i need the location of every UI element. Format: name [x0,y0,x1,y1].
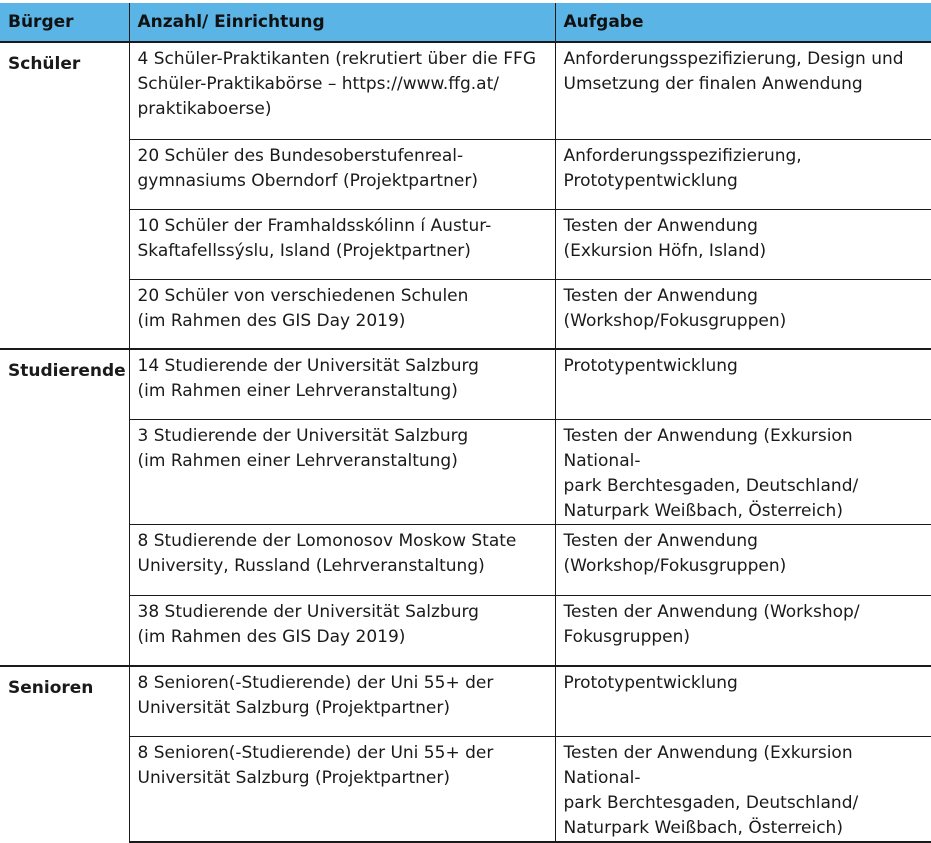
aufgabe-cell: Testen der Anwendung (Exkursion National- park Berchtesgaden, Deutschland/ Naturpark Weißbach, Österreich) [555,736,931,842]
aufgabe-cell: Testen der Anwendung (Exkursion National- park Berchtesgaden, Deutschland/ Naturpark Weißbach, Österreich) [555,419,931,524]
header-aufgabe: Aufgabe [555,3,931,42]
group-label-senioren: Senioren [0,666,129,842]
einrichtung-cell: 14 Studierende der Universität Salzburg (im Rahmen einer Lehrveranstaltung) [129,349,555,419]
einrichtung-cell: 10 Schüler der Framhaldsskólinn í Austur- Skaftafellssýslu, Island (Projektpartner) [129,209,555,279]
table-row [0,666,931,736]
aufgabe-cell: Anforderungsspezifizierung, Prototypentwicklung [555,139,931,209]
table-row [0,349,931,419]
table-row [0,419,931,524]
header-anzahl-einrichtung: Anzahl/ Einrichtung [129,3,555,42]
einrichtung-cell: 8 Senioren(-Studierende) der Uni 55+ der Universität Salzburg (Projektpartner) [129,666,555,736]
table-row [0,524,931,595]
table-body [0,42,931,842]
header-buerger: Bürger [0,3,129,42]
participants-table [0,3,931,843]
table-row [0,736,931,842]
einrichtung-cell: 3 Studierende der Universität Salzburg (im Rahmen einer Lehrveranstaltung) [129,419,555,524]
table-row [0,139,931,209]
table-row [0,42,931,139]
table-header-row [0,3,931,42]
aufgabe-cell: Prototypentwicklung [555,349,931,419]
einrichtung-cell: 8 Senioren(-Studierende) der Uni 55+ der Universität Salzburg (Projektpartner) [129,736,555,842]
table-row [0,279,931,349]
aufgabe-cell: Testen der Anwendung (Workshop/Fokusgruppen) [555,524,931,595]
einrichtung-cell: 20 Schüler des Bundesoberstufenreal- gymnasiums Oberndorf (Projektpartner) [129,139,555,209]
group-label-studierende: Studierende [0,349,129,666]
aufgabe-cell: Anforderungsspezifizierung, Design und Umsetzung der finalen Anwendung [555,42,931,139]
group-label-schueler: Schüler [0,42,129,349]
table-row [0,595,931,666]
aufgabe-cell: Testen der Anwendung (Workshop/ Fokusgruppen) [555,595,931,666]
einrichtung-cell: 4 Schüler-Praktikanten (rekrutiert über die FFG Schüler-Praktikabörse – https://www.ffg.at/ praktikaboerse) [129,42,555,139]
aufgabe-cell: Testen der Anwendung (Exkursion Höfn, Island) [555,209,931,279]
table-row [0,209,931,279]
einrichtung-cell: 8 Studierende der Lomonosov Moskow State University, Russland (Lehrveranstaltung) [129,524,555,595]
einrichtung-cell: 38 Studierende der Universität Salzburg (im Rahmen des GIS Day 2019) [129,595,555,666]
einrichtung-cell: 20 Schüler von verschiedenen Schulen (im Rahmen des GIS Day 2019) [129,279,555,349]
aufgabe-cell: Prototypentwicklung [555,666,931,736]
aufgabe-cell: Testen der Anwendung (Workshop/Fokusgruppen) [555,279,931,349]
